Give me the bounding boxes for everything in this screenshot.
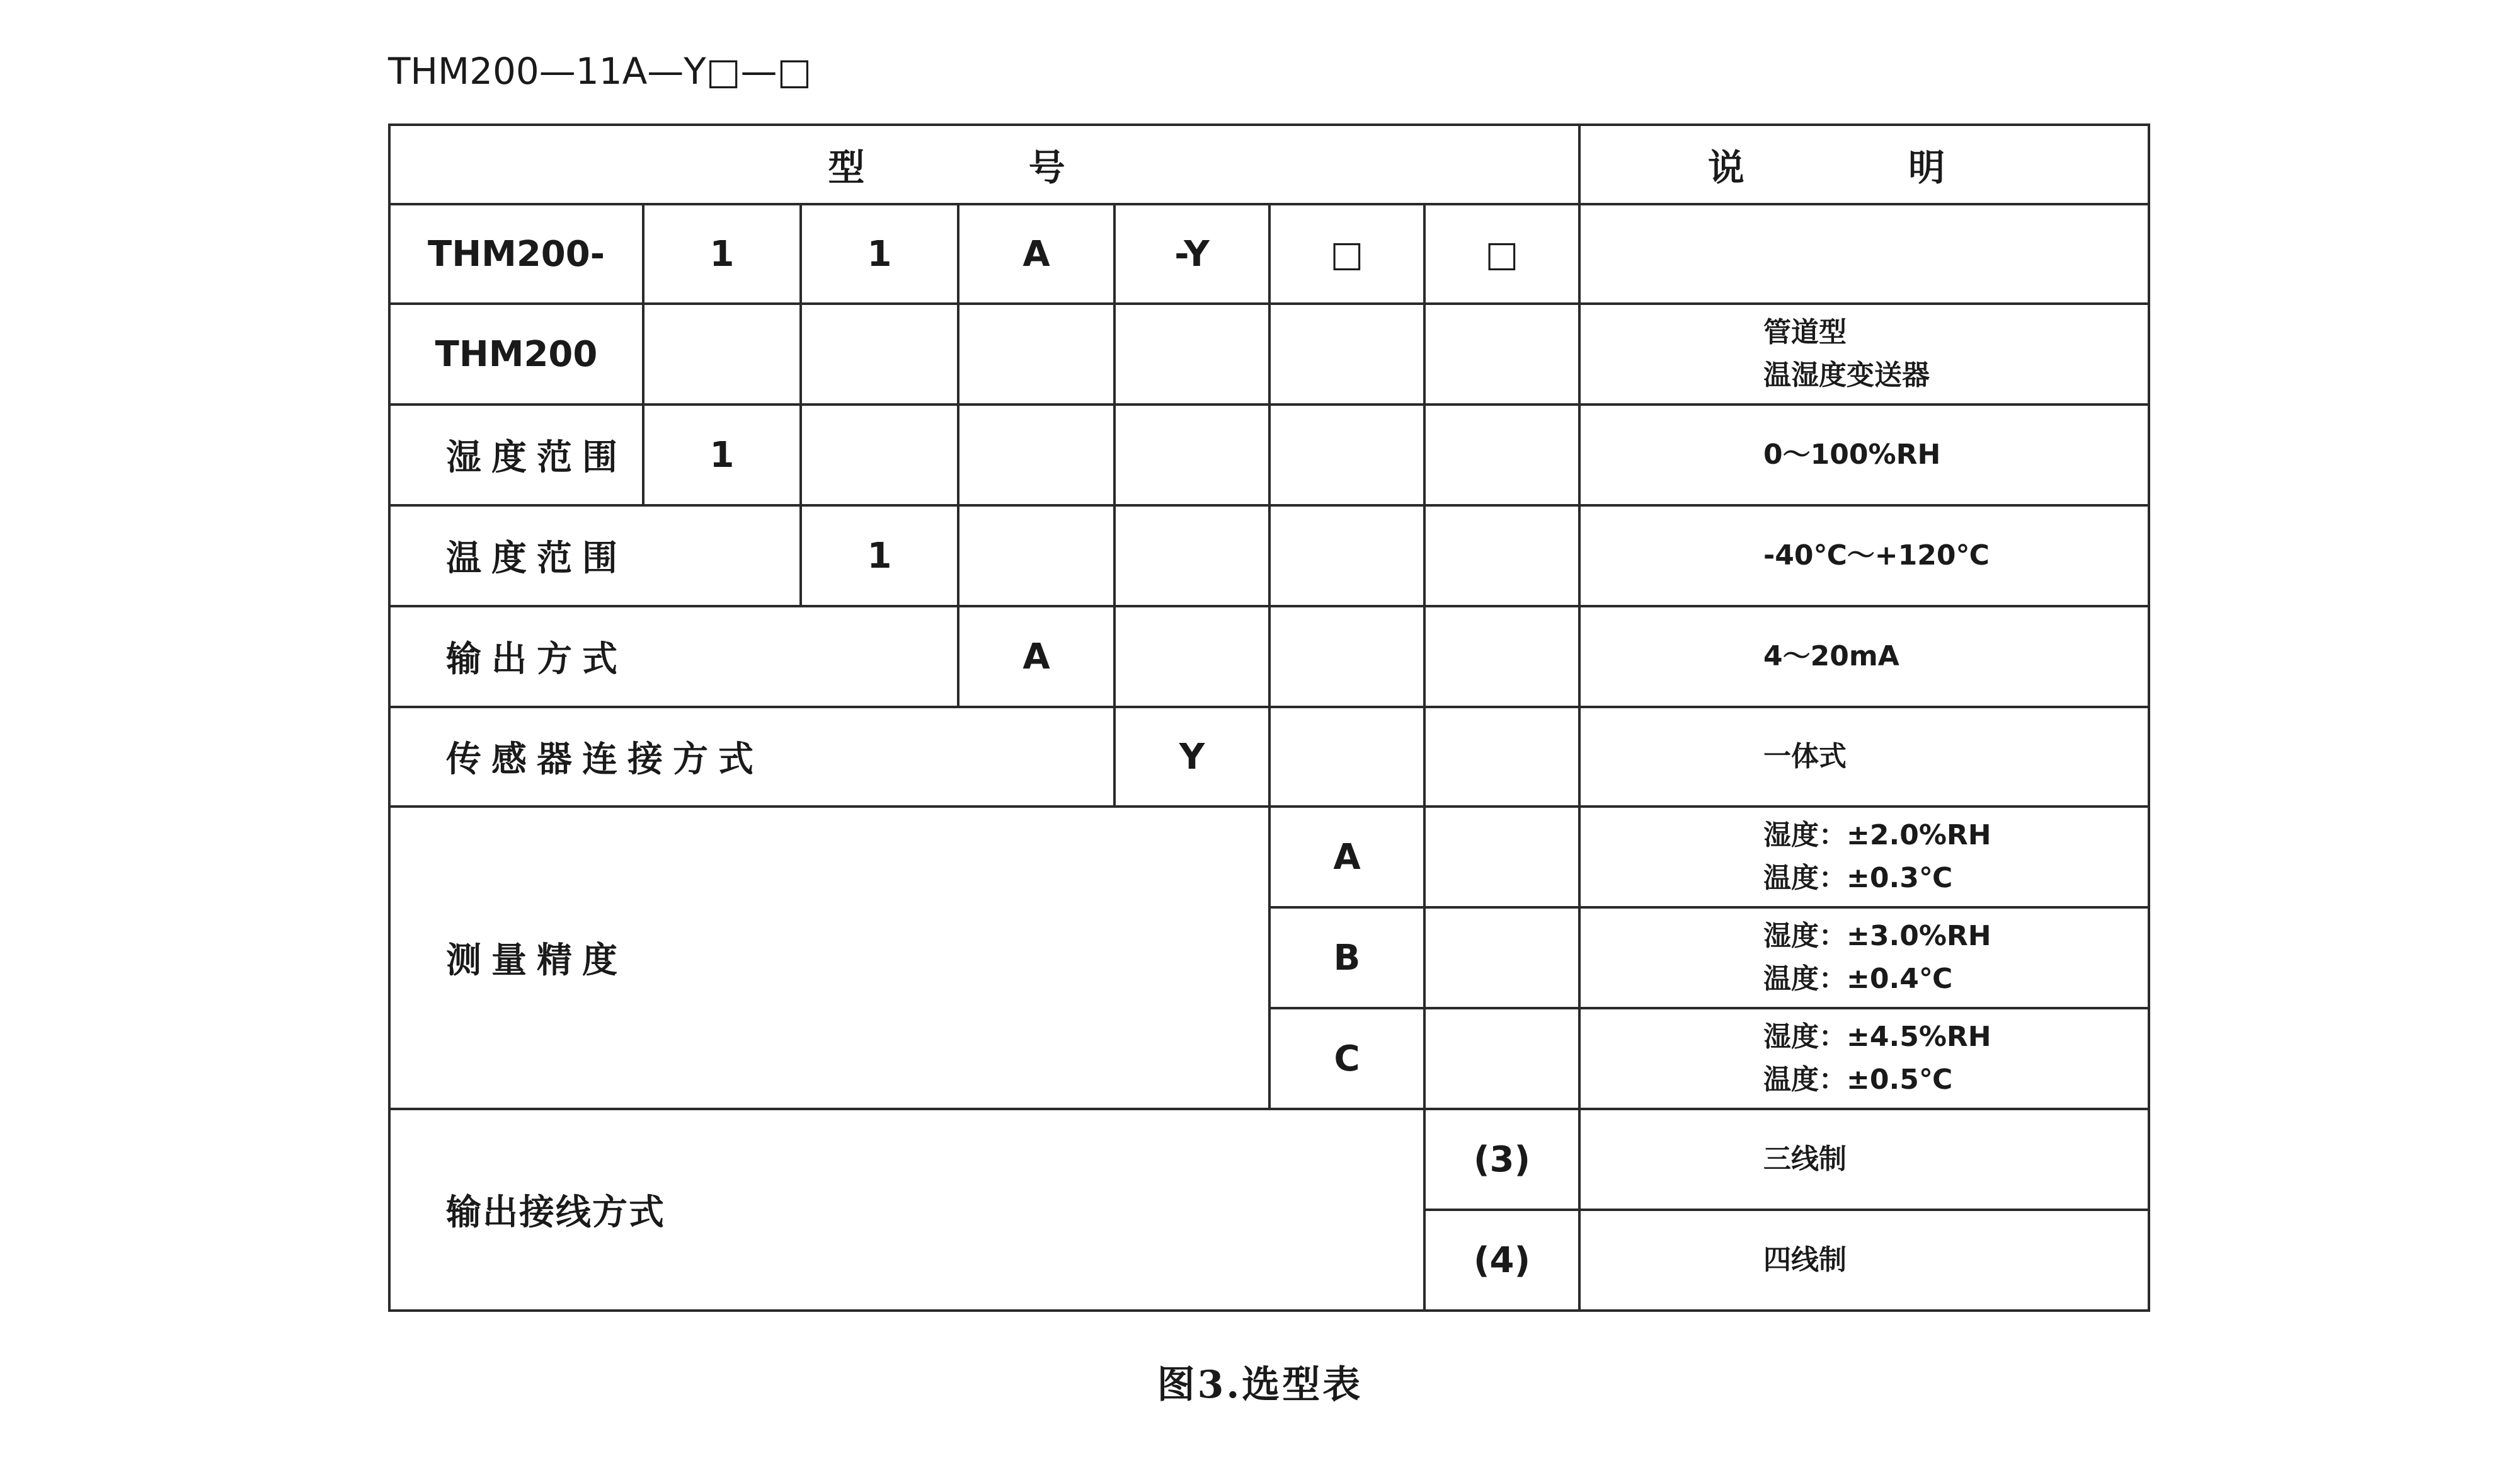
table-row-temperature-range [389, 505, 2149, 606]
desc-temperature-range: -40℃～+120℃ [1579, 505, 2149, 606]
code-cell-prefix: THM200- [389, 204, 643, 304]
table-row-output-mode [389, 606, 2149, 707]
desc-output-mode: 4～20mA [1579, 606, 2149, 707]
row-label-humidity-range: 湿度范围 [389, 405, 643, 505]
table-row-humidity-range [389, 405, 2149, 505]
desc-humidity-range: 0～100%RH [1579, 405, 2149, 505]
temperature-range-code: 1 [801, 505, 958, 606]
row-label-temperature-range: 温度范围 [389, 505, 801, 606]
figure-caption: 图3.选型表 [1157, 1363, 1363, 1407]
wiring-code-3: (3) [1424, 1109, 1579, 1210]
code-cell-output: A [958, 204, 1114, 304]
output-mode-code: A [958, 606, 1114, 707]
desc-wiring-4: 四线制 [1579, 1210, 2149, 1311]
table-row-thm200 [389, 304, 2149, 405]
header-model: 型 号 [389, 125, 1579, 204]
code-cell-desc-empty [1579, 204, 2149, 304]
desc-sensor-connection: 一体式 [1579, 707, 2149, 807]
table-row-sensor-connection [389, 707, 2149, 807]
code-row [389, 204, 2149, 304]
row-label-sensor-connection: 传感器连接方式 [389, 707, 1114, 807]
humidity-range-code: 1 [643, 405, 801, 505]
desc-accuracy-b: 湿度：±3.0%RH 温度：±0.4℃ [1579, 907, 2149, 1008]
wiring-code-4: (4) [1424, 1210, 1579, 1311]
row-label-thm200: THM200 [389, 304, 643, 405]
row-label-wiring: 输出接线方式 [389, 1109, 1424, 1311]
code-cell-humidity: 1 [643, 204, 801, 304]
desc-accuracy-c: 湿度：±4.5%RH 温度：±0.5℃ [1579, 1008, 2149, 1109]
sensor-connection-code: Y [1114, 707, 1269, 807]
selection-table [388, 123, 2150, 1312]
code-cell-connection: -Y [1114, 204, 1269, 304]
table-row-wiring-3 [389, 1109, 2149, 1210]
row-label-accuracy: 测量精度 [389, 807, 1269, 1109]
accuracy-code-a: A [1269, 807, 1424, 907]
accuracy-code-b: B [1269, 907, 1424, 1008]
model-code-title: THM200—11A—Y□—□ [388, 50, 812, 93]
code-cell-temperature: 1 [801, 204, 958, 304]
accuracy-code-c: C [1269, 1008, 1424, 1109]
row-label-output-mode: 输出方式 [389, 606, 958, 707]
desc-wiring-3: 三线制 [1579, 1109, 2149, 1210]
table-header-row [389, 125, 2149, 204]
code-cell-wiring: □ [1424, 204, 1579, 304]
desc-thm200: 管道型 温湿度变送器 [1579, 304, 2149, 405]
header-description: 说 明 [1579, 125, 2149, 204]
table-row-accuracy-a [389, 807, 2149, 907]
desc-accuracy-a: 湿度：±2.0%RH 温度：±0.3℃ [1579, 807, 2149, 907]
code-cell-accuracy: □ [1269, 204, 1424, 304]
